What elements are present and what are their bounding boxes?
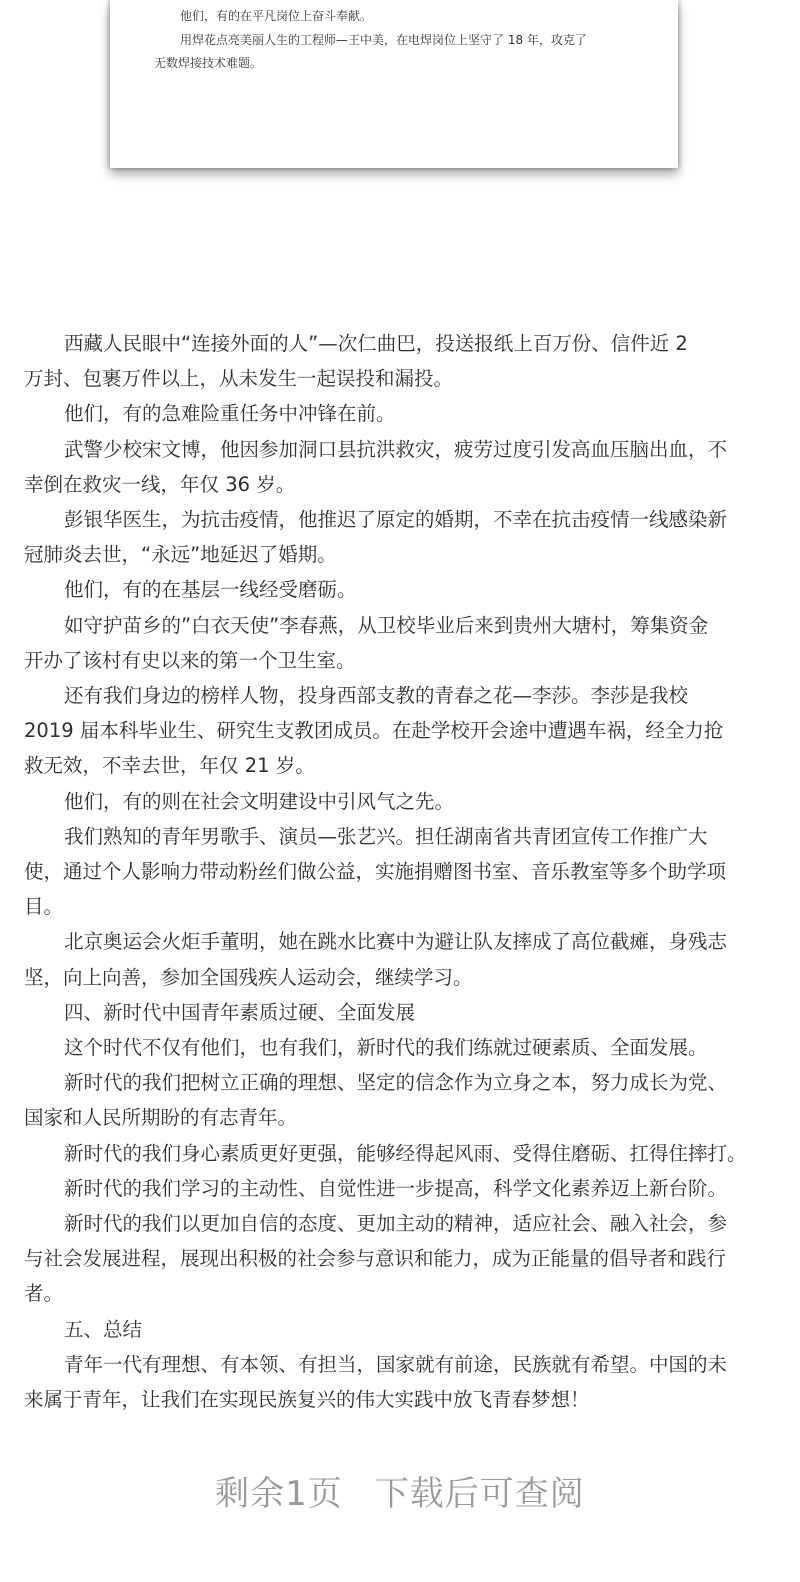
paragraph-line: 新时代的我们学习的主动性、自觉性进一步提高，科学文化素养迈上新台阶。 — [64, 1176, 728, 1200]
section-heading: 四、新时代中国青年素质过硬、全面发展 — [64, 1000, 416, 1024]
paragraph-line: 救无效，不幸去世，年仅 21 岁。 — [24, 754, 315, 778]
paragraph-line: 我们熟知的青年男歌手、演员—张艺兴。担任湖南省共青团宣传工作推广大 — [64, 824, 708, 848]
paragraph-line: 冠肺炎去世，“永远”地延迟了婚期。 — [24, 543, 337, 567]
paragraph-line: 国家和人民所期盼的有志青年。 — [24, 1106, 298, 1130]
paragraph-line: 他们，有的则在社会文明建设中引风气之先。 — [64, 789, 455, 813]
card-line: 他们，有的在平凡岗位上奋斗奉献。 — [180, 9, 373, 23]
card-line: 无数焊接技术难题。 — [154, 56, 263, 70]
paragraph-line: 新时代的我们把树立正确的理想、坚定的信念作为立身之本，努力成长为党、 — [64, 1071, 728, 1095]
download-prompt[interactable] — [0, 1466, 800, 1515]
paragraph-line: 北京奥运会火炬手董明，她在跳水比赛中为避让队友摔成了高位截瘫，身残志 — [64, 930, 728, 954]
paragraph-line: 与社会发展进程，展现出积极的社会参与意识和能力，成为正能量的倡导者和践行 — [24, 1247, 727, 1271]
paragraph-line: 还有我们身边的榜样人物，投身西部支教的青春之花—李莎。李莎是我校 — [64, 684, 689, 708]
paragraph-line: 开办了该村有史以来的第一个卫生室。 — [24, 648, 356, 672]
paragraph-line: 这个时代不仅有他们，也有我们，新时代的我们练就过硬素质、全面发展。 — [64, 1036, 708, 1060]
paragraph-line: 来属于青年，让我们在实现民族复兴的伟大实践中放飞青春梦想！ — [24, 1388, 590, 1412]
paragraph-line: 武警少校宋文博，他因参加洞口县抗洪救灾，疲劳过度引发高血压脑出血，不 — [64, 437, 728, 461]
download-to-view-label: 下载后可查阅 — [374, 1474, 585, 1514]
paragraph-line: 新时代的我们以更加自信的态度、更加主动的精神，适应社会、融入社会，参 — [64, 1212, 728, 1236]
paragraph-line: 坚，向上向善，参加全国残疾人运动会，继续学习。 — [24, 965, 473, 989]
paragraph-line: 2019 届本科毕业生、研究生支教团成员。在赴学校开会途中遭遇车祸，经全力抢 — [24, 719, 724, 743]
paragraph-line: 新时代的我们身心素质更好更强，能够经得起风雨、受得住磨砺、扛得住摔打。 — [64, 1141, 747, 1165]
document-body — [24, 326, 776, 1417]
paragraph-line: 目。 — [24, 895, 64, 919]
paragraph-line: 西藏人民眼中“连接外面的人”—次仁曲巴，投送报纸上百万份、信件近 2 — [64, 332, 688, 355]
paragraph-line: 使，通过个人影响力带动粉丝们做公益，实施捐赠图书室、音乐教室等多个助学项 — [24, 860, 727, 884]
remaining-pages-label: 剩余1页 — [215, 1474, 343, 1514]
paragraph-line: 如守护苗乡的”白衣天使”李春燕，从卫校毕业后来到贵州大塘村，筹集资金 — [64, 613, 709, 637]
card-line: 用焊花点亮美丽人生的工程师—王中美，在电焊岗位上坚守了 18 年，攻克了 — [180, 33, 587, 47]
paragraph-line: 他们，有的在基层一线经受磨砺。 — [64, 578, 357, 602]
paragraph-line: 幸倒在救灾一线，年仅 36 岁。 — [24, 472, 296, 496]
page-preview-card — [110, 0, 678, 168]
section-heading: 五、总结 — [64, 1317, 143, 1341]
paragraph-line: 他们，有的急难险重任务中冲锋在前。 — [64, 402, 396, 426]
paragraph-line: 彭银华医生，为抗击疫情，他推迟了原定的婚期，不幸在抗击疫情一线感染新 — [64, 508, 728, 532]
paragraph-line: 万封、包裹万件以上，从未发生一起误投和漏投。 — [24, 367, 454, 391]
paragraph-line: 青年一代有理想、有本领、有担当，国家就有前途，民族就有希望。中国的未 — [64, 1352, 728, 1376]
paragraph-line: 者。 — [24, 1282, 64, 1306]
